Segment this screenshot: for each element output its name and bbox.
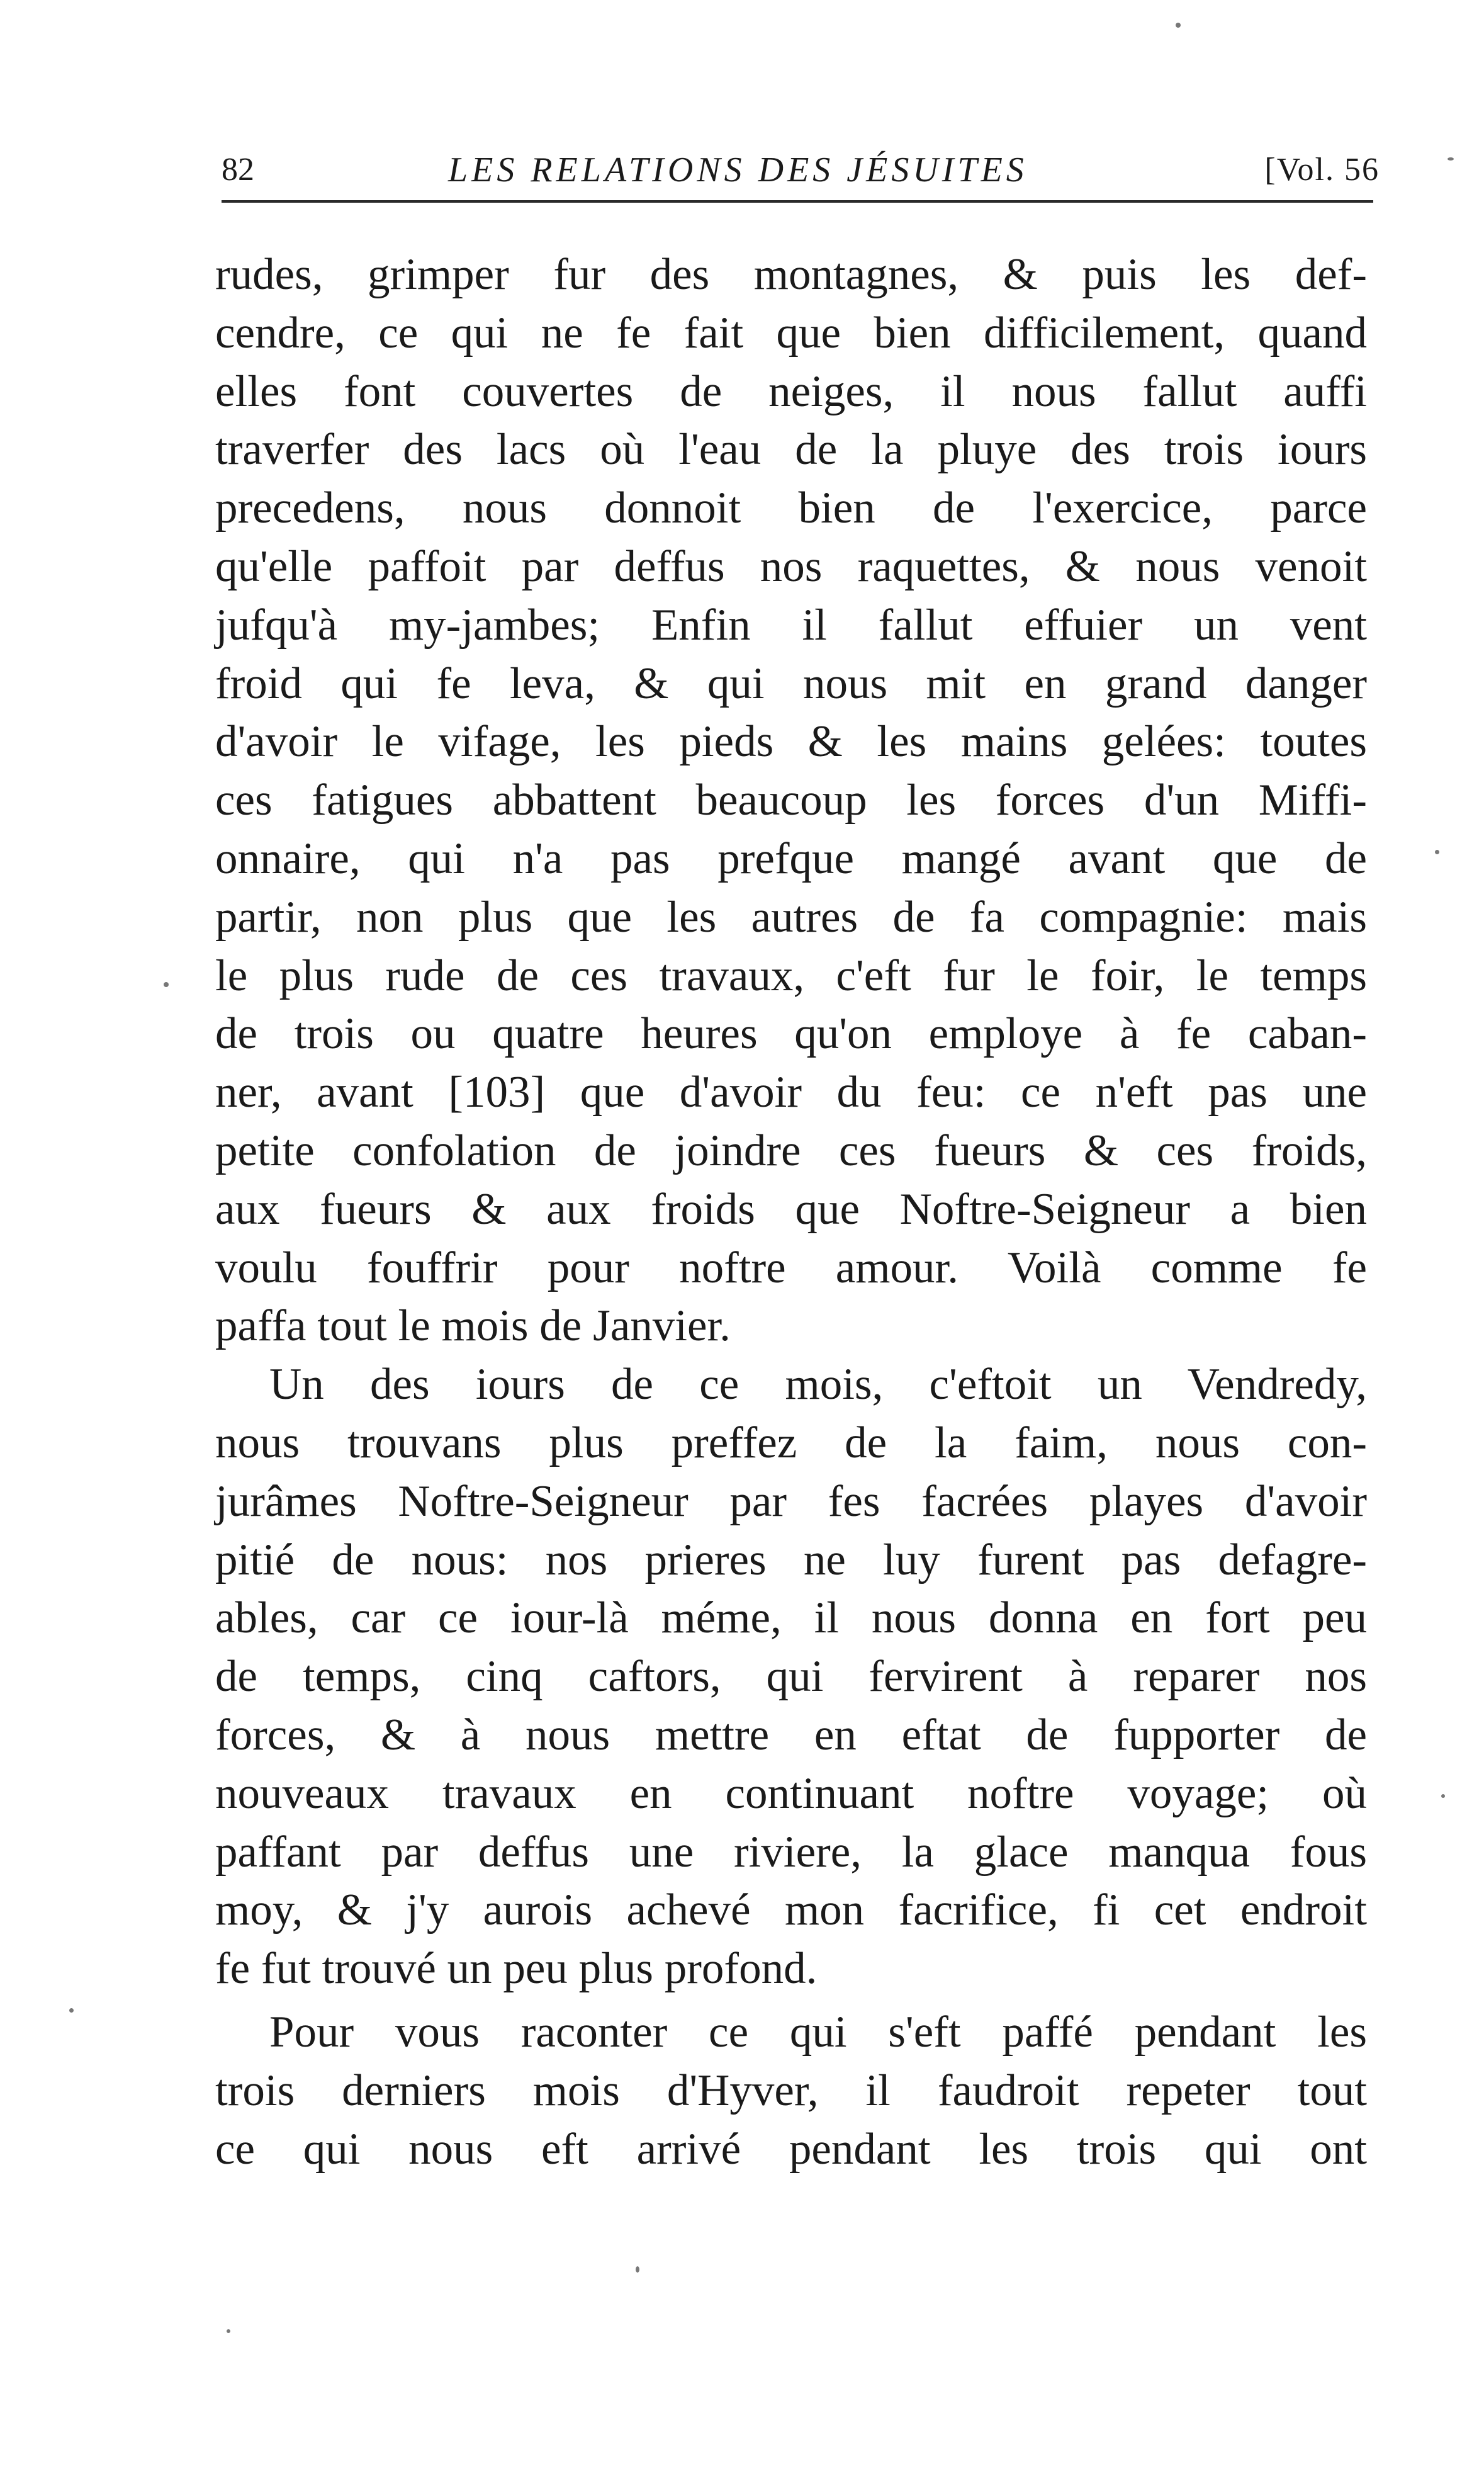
text-line: petite confolation de joindre ces fueurs & ces froids, bbox=[215, 1126, 1367, 1175]
header-rule bbox=[222, 200, 1373, 203]
text-line: le plus rude de ces travaux, c'eft fur le foir, le temps bbox=[215, 951, 1367, 1000]
body-text bbox=[215, 246, 1367, 2178]
text-line: qu'elle paffoit par deffus nos raquettes, & nous venoit bbox=[215, 541, 1367, 591]
text-line: voulu fouffrir pour noftre amour. Voilà comme fe bbox=[215, 1243, 1367, 1292]
text-line: jurâmes Noftre-Seigneur par fes facrées playes d'avoir bbox=[215, 1476, 1367, 1526]
scan-speck bbox=[1441, 1794, 1445, 1798]
text-line: partir, non plus que les autres de fa compagnie: mais bbox=[215, 892, 1367, 942]
running-title: LES RELATIONS DES JÉSUITES bbox=[448, 150, 1028, 189]
paragraph-end-line: fe fut trouvé un peu plus profond. bbox=[215, 1944, 818, 1994]
scan-speck bbox=[1176, 23, 1181, 28]
text-line: jufqu'à my-jambes; Enfin il fallut effuier un vent bbox=[215, 600, 1367, 650]
text-line: de temps, cinq caftors, qui fervirent à reparer nos bbox=[215, 1652, 1367, 1702]
text-line: ner, avant [103] que d'avoir du feu: ce n'eft pas une bbox=[215, 1068, 1367, 1117]
scan-speck bbox=[1447, 157, 1454, 161]
text-line: traverfer des lacs où l'eau de la pluye des trois iours bbox=[215, 425, 1367, 475]
paragraph-start-line: Pour vous raconter ce qui s'eft paffé pendant les bbox=[269, 2007, 1367, 2057]
volume-label: [Vol. 56 bbox=[1264, 152, 1380, 188]
text-line: elles font couvertes de neiges, il nous fallut auffi bbox=[215, 366, 1367, 416]
text-line: rudes, grimper fur des montagnes, & puis les def- bbox=[215, 250, 1367, 299]
text-line: nouveaux travaux en continuant noftre voyage; où bbox=[215, 1768, 1367, 1818]
text-line: ce qui nous eft arrivé pendant les trois qui ont bbox=[215, 2124, 1367, 2174]
text-line: de trois ou quatre heures qu'on employe à fe caban- bbox=[215, 1009, 1367, 1059]
paragraph-start-line: Un des iours de ce mois, c'eftoit un Vendredy, bbox=[269, 1360, 1367, 1410]
scan-speck bbox=[227, 2329, 230, 2333]
text-line: cendre, ce qui ne fe fait que bien difficilement, quand bbox=[215, 308, 1367, 358]
text-line: paffant par deffus une riviere, la glace manqua fous bbox=[215, 1827, 1367, 1877]
text-line: trois derniers mois d'Hyver, il faudroit repeter tout bbox=[215, 2065, 1367, 2115]
scan-speck bbox=[636, 2266, 639, 2273]
text-line: nous trouvans plus preffez de la faim, nous con- bbox=[215, 1418, 1367, 1467]
text-line: ces fatigues abbattent beaucoup les forces d'un Miffi- bbox=[215, 776, 1367, 825]
text-line: pitié de nous: nos prieres ne luy furent pas defagre- bbox=[215, 1535, 1367, 1585]
scan-speck bbox=[69, 2008, 74, 2013]
text-line: ables, car ce iour-là méme, il nous donna en fort peu bbox=[215, 1593, 1367, 1643]
text-line: moy, & j'y aurois achevé mon facrifice, fi cet endroit bbox=[215, 1885, 1367, 1935]
text-line: froid qui fe leva, & qui nous mit en grand danger bbox=[215, 658, 1367, 708]
text-line: precedens, nous donnoit bien de l'exercice, parce bbox=[215, 483, 1367, 533]
page-number: 82 bbox=[222, 152, 254, 188]
scan-speck bbox=[1435, 850, 1439, 854]
running-header bbox=[222, 140, 1380, 196]
paragraph-end-line: paffa tout le mois de Janvier. bbox=[215, 1301, 731, 1351]
text-line: onnaire, qui n'a pas prefque mangé avant que de bbox=[215, 833, 1367, 883]
text-line: forces, & à nous mettre en eftat de fupporter de bbox=[215, 1710, 1367, 1760]
scan-speck bbox=[164, 982, 169, 987]
text-line: d'avoir le vifage, les pieds & les mains gelées: toutes bbox=[215, 717, 1367, 767]
text-line: aux fueurs & aux froids que Noftre-Seigneur a bien bbox=[215, 1184, 1367, 1234]
